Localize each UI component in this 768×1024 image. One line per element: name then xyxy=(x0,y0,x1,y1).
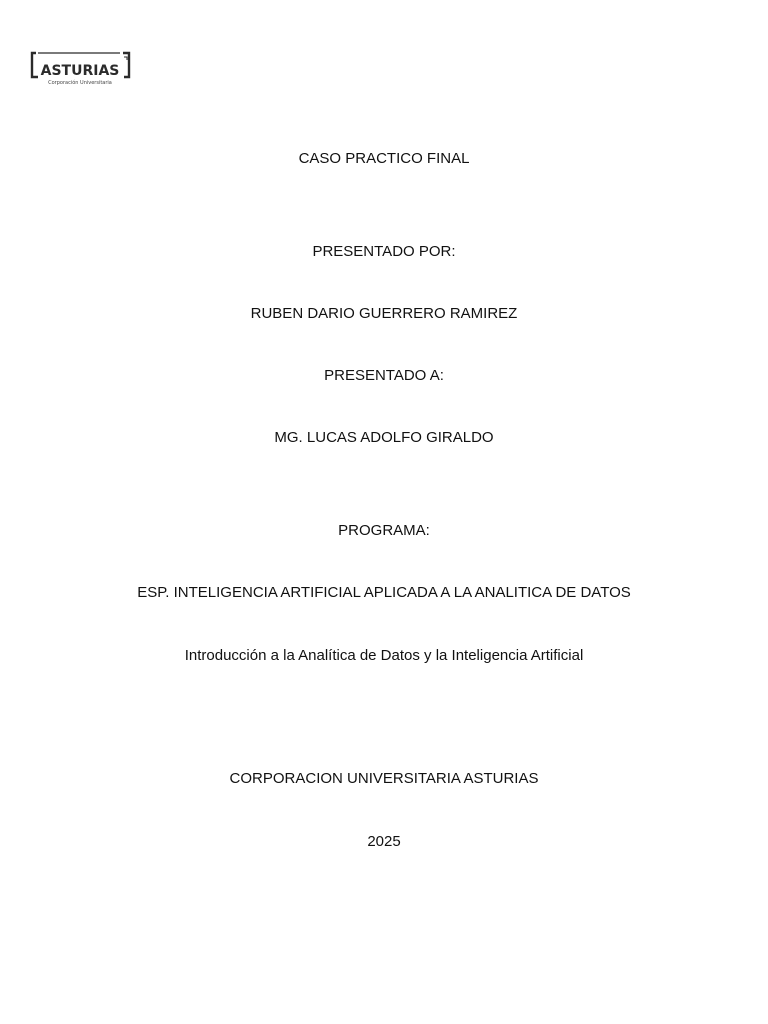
program-label: PROGRAMA: xyxy=(338,522,430,539)
presented-by-label: PRESENTADO POR: xyxy=(312,243,456,260)
institution-name: CORPORACION UNIVERSITARIA ASTURIAS xyxy=(229,770,539,787)
presented-to-label: PRESENTADO A: xyxy=(324,367,444,384)
program-name: ESP. INTELIGENCIA ARTIFICIAL APLICADA A LA ANALITICA DE DATOS xyxy=(137,584,631,601)
document-year: 2025 xyxy=(367,833,401,850)
course-name: Introducción a la Analítica de Datos y la Inteligencia Artificial xyxy=(184,647,584,664)
author-name: RUBEN DARIO GUERRERO RAMIREZ xyxy=(250,305,518,322)
logo-brand-text: ASTURIAS xyxy=(40,63,120,79)
document-title: CASO PRACTICO FINAL xyxy=(298,150,470,167)
asturias-logo xyxy=(30,50,132,92)
teacher-name: MG. LUCAS ADOLFO GIRALDO xyxy=(274,429,494,446)
logo-subtitle-text: Corporación Universitaria xyxy=(48,80,112,86)
